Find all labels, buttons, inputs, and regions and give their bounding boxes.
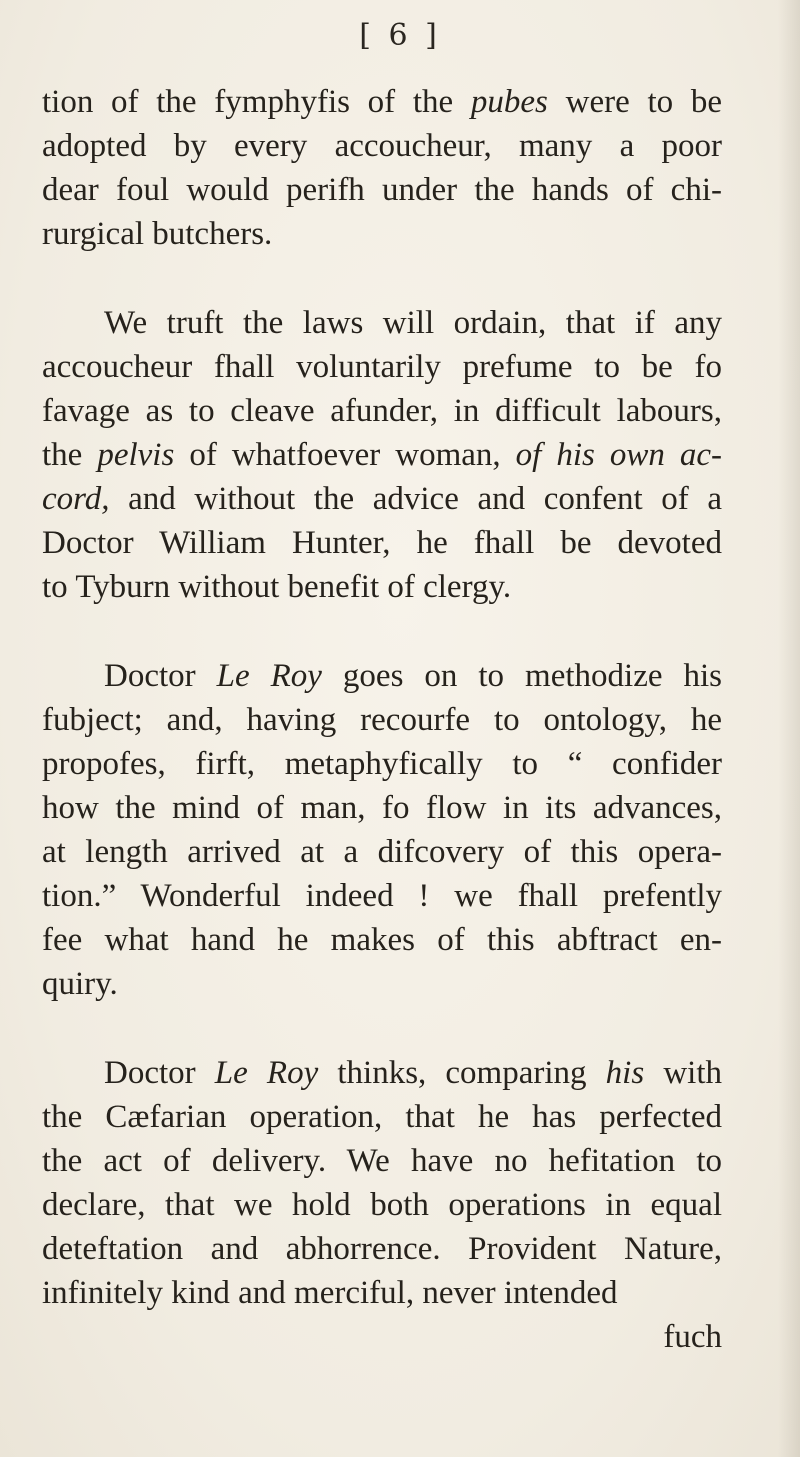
text-run: propofes, firft, metaphyfically to “ confider	[42, 746, 722, 782]
text-run: tion of the fymphyfis of the	[42, 84, 471, 120]
text-line	[42, 345, 722, 389]
text-run: quiry.	[42, 966, 118, 1002]
text-line	[42, 918, 722, 962]
text-run: the	[42, 437, 98, 473]
text-run: goes on to methodize his	[321, 658, 722, 694]
text-line	[42, 1139, 722, 1183]
text-line	[42, 389, 722, 433]
text-run: Doctor	[104, 658, 217, 694]
text-line	[42, 521, 722, 565]
text-line	[42, 301, 722, 345]
catchword: fuch	[663, 1319, 722, 1355]
text-run: thinks, comparing	[318, 1055, 606, 1091]
text-run: infinitely kind and merciful, never intended	[42, 1275, 618, 1311]
text-run: the act of delivery. We have no hefitation to	[42, 1143, 722, 1179]
text-run: Doctor	[104, 1055, 215, 1091]
text-line	[42, 654, 722, 698]
italic-text: his	[605, 1055, 645, 1091]
text-run: fee what hand he makes of this abftract en-	[42, 922, 722, 958]
text-run: to Tyburn without benefit of clergy.	[42, 569, 512, 605]
text-run: of whatfoever woman,	[174, 437, 516, 473]
text-line	[42, 1051, 722, 1095]
text-line	[42, 1095, 722, 1139]
page-number: [ 6 ]	[359, 18, 441, 53]
text-run: Doctor William Hunter, he fhall be devoted	[42, 525, 722, 561]
text-line	[42, 477, 722, 521]
italic-text: of his own ac-	[515, 437, 722, 473]
italic-text: Le Roy	[216, 658, 322, 694]
text-run: the Cæfarian operation, that he has perfected	[42, 1099, 722, 1135]
paragraph-gap	[42, 256, 722, 301]
italic-text: pelvis	[97, 437, 175, 473]
text-line	[42, 1183, 722, 1227]
italic-text: pubes	[470, 84, 548, 120]
text-run: and without the advice and confent of a	[109, 481, 722, 517]
text-line	[42, 212, 722, 256]
text-run: declare, that we hold both operations in equal	[42, 1187, 722, 1223]
text-run: tion.” Wonderful indeed ! we fhall prefently	[42, 878, 722, 914]
text-run: fubject; and, having recourfe to ontology, he	[42, 702, 722, 738]
text-line	[42, 565, 722, 609]
text-run: favage as to cleave afunder, in difficult labours,	[42, 393, 722, 429]
text-line	[42, 698, 722, 742]
text-run: at length arrived at a difcovery of this opera-	[42, 834, 722, 870]
text-run: adopted by every accoucheur, many a poor	[42, 128, 722, 164]
text-run: how the mind of man, fo flow in its advances,	[42, 790, 722, 826]
text-run: were to be	[547, 84, 722, 120]
text-line	[42, 124, 722, 168]
text-line	[42, 962, 722, 1006]
text-line	[42, 742, 722, 786]
text-line	[42, 80, 722, 124]
italic-text: Le Roy	[214, 1055, 319, 1091]
text-line	[42, 168, 722, 212]
text-run: accoucheur fhall voluntarily prefume to be fo	[42, 349, 722, 385]
text-line	[42, 786, 722, 830]
text-line	[42, 1271, 722, 1315]
text-run: dear foul would perifh under the hands of chi-	[42, 172, 722, 208]
page-edge-shadow	[778, 0, 800, 1457]
text-run: deteftation and abhorrence. Provident Nature,	[42, 1231, 722, 1267]
text-line	[42, 830, 722, 874]
text-line	[42, 1227, 722, 1271]
text-run: We truft the laws will ordain, that if any	[104, 305, 722, 341]
text-run: rurgical butchers.	[42, 216, 273, 252]
paragraph-gap	[42, 609, 722, 654]
text-line	[42, 433, 722, 477]
text-run: with	[644, 1055, 722, 1091]
body-text	[42, 80, 722, 1359]
paragraph-gap	[42, 1006, 722, 1051]
italic-text: cord,	[42, 481, 110, 517]
text-line	[42, 874, 722, 918]
